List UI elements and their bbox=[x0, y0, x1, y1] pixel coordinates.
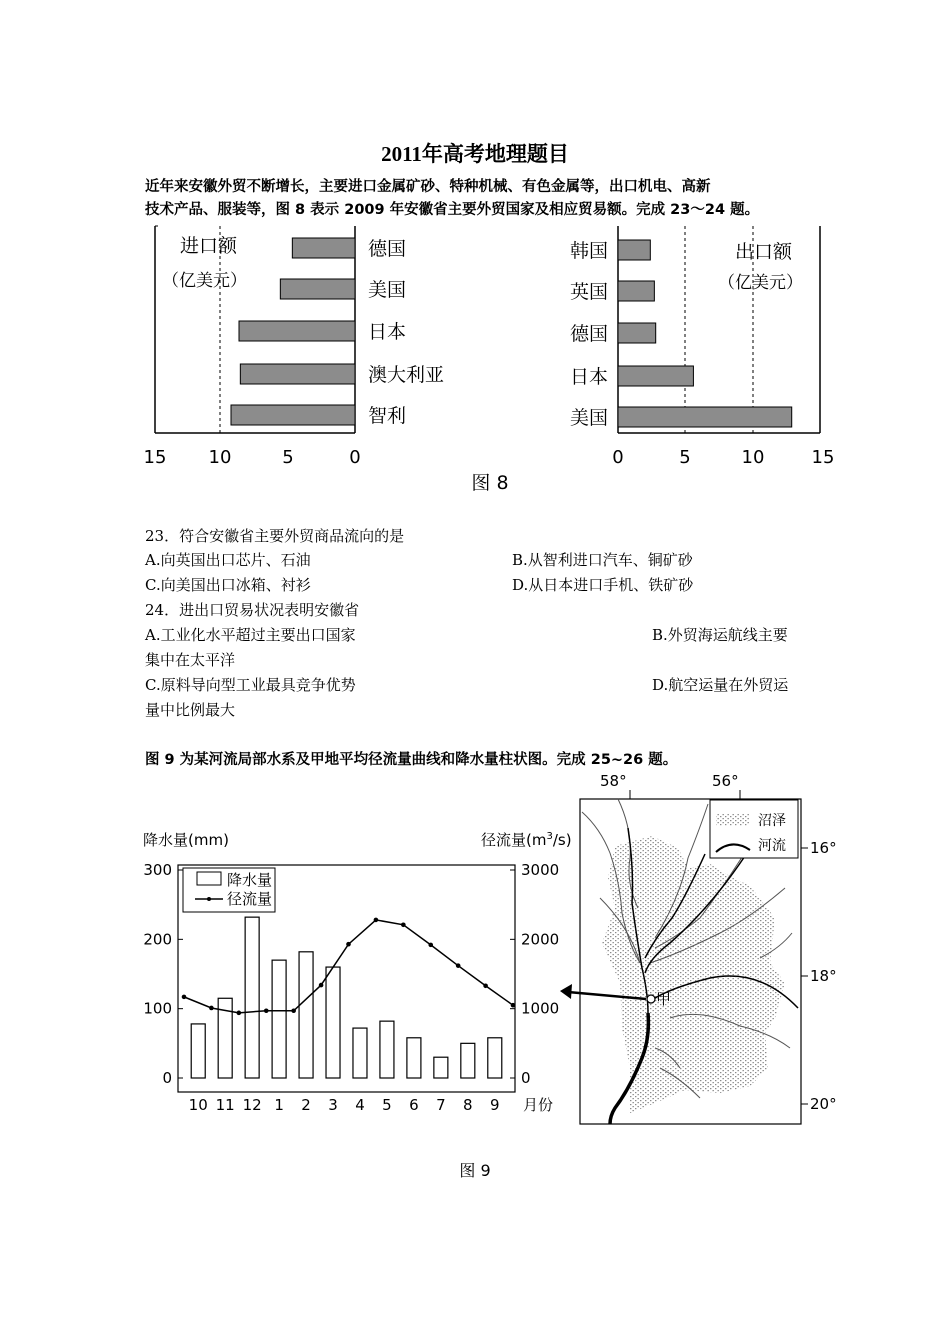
import-chart bbox=[144, 226, 444, 468]
import-category-label: 日本 bbox=[368, 321, 407, 343]
lon-label-56: 56° bbox=[712, 772, 739, 790]
month-label: 5 bbox=[382, 1096, 392, 1114]
left-tick-label: 100 bbox=[143, 999, 172, 1018]
precipitation-bar bbox=[434, 1057, 448, 1078]
precipitation-bar bbox=[245, 917, 259, 1078]
month-label: 11 bbox=[215, 1096, 235, 1114]
runoff-point bbox=[401, 922, 406, 927]
q24-option-a: A.工业化水平超过主要出口国家 bbox=[145, 626, 356, 644]
left-tick-label: 300 bbox=[143, 861, 172, 879]
legend-river-label: 河流 bbox=[758, 838, 786, 854]
export-bar bbox=[618, 240, 650, 260]
import-title: 进口额 bbox=[180, 235, 238, 257]
right-tick-label: 3000 bbox=[521, 861, 560, 879]
q24-option-d-1: D.航空运量在外贸运 bbox=[652, 676, 789, 694]
month-label: 10 bbox=[188, 1096, 208, 1114]
figure-8 bbox=[130, 218, 850, 498]
figure-9-caption: 图 9 bbox=[459, 1161, 491, 1180]
place-label: 甲 bbox=[656, 990, 672, 1008]
runoff-point bbox=[291, 1008, 296, 1013]
month-label: 8 bbox=[463, 1096, 473, 1114]
export-bar bbox=[618, 366, 693, 386]
intro-line-2: 技术产品、服装等，图 8 表示 2009 年安徽省主要外贸国家及相应贸易额。完成 23～24 题。 bbox=[145, 202, 760, 218]
month-label: 12 bbox=[242, 1096, 262, 1114]
export-category-label: 韩国 bbox=[569, 240, 608, 262]
import-tick-label: 10 bbox=[208, 447, 232, 468]
figure-9-map bbox=[560, 768, 850, 1143]
export-unit: （亿美元） bbox=[718, 273, 803, 293]
export-tick-label: 15 bbox=[811, 447, 835, 468]
month-label: 7 bbox=[436, 1096, 446, 1114]
export-bar bbox=[618, 407, 792, 427]
legend-marsh-label: 沼泽 bbox=[758, 813, 786, 829]
lon-label-58: 58° bbox=[600, 772, 627, 790]
runoff-point bbox=[483, 983, 488, 988]
precipitation-bar bbox=[191, 1024, 205, 1078]
import-tick-label: 0 bbox=[349, 447, 361, 468]
import-tick-label: 5 bbox=[282, 447, 294, 468]
q23-option-c: C.向美国出口冰箱、衬衫 bbox=[145, 576, 311, 594]
q24-option-b-1: B.外贸海运航线主要 bbox=[652, 626, 788, 644]
import-bar bbox=[239, 321, 355, 341]
import-category-label: 德国 bbox=[368, 238, 407, 260]
precipitation-bar bbox=[326, 967, 340, 1078]
lat-label-20: 20° bbox=[810, 1095, 837, 1113]
arrow-head-icon bbox=[560, 984, 572, 999]
export-chart bbox=[570, 226, 834, 468]
runoff-point bbox=[511, 1003, 516, 1008]
fig9-intro: 图 9 为某河流局部水系及甲地平均径流量曲线和降水量柱状图。完成 25~26 题。 bbox=[145, 752, 678, 768]
legend-bar-swatch bbox=[197, 872, 221, 885]
export-category-label: 日本 bbox=[569, 366, 608, 388]
left-tick-label: 0 bbox=[162, 1069, 172, 1087]
figure-9-chart bbox=[135, 820, 575, 1120]
runoff-point bbox=[237, 1011, 242, 1016]
precipitation-bar bbox=[407, 1038, 421, 1078]
import-unit: （亿美元） bbox=[162, 271, 247, 291]
lat-label-16: 16° bbox=[810, 839, 837, 857]
month-label: 4 bbox=[355, 1096, 365, 1114]
left-axis-label: 降水量(mm) bbox=[143, 831, 229, 849]
month-label: 9 bbox=[490, 1096, 500, 1114]
runoff-point bbox=[264, 1008, 269, 1013]
intro-line-1: 近年来安徽外贸不断增长，主要进口金属矿砂、特种机械、有色金属等，出口机电、高新 bbox=[145, 179, 711, 195]
q23-option-a: A.向英国出口芯片、石油 bbox=[145, 551, 311, 569]
legend-bar-label: 降水量 bbox=[227, 871, 273, 889]
q24-stem: 24．进出口贸易状况表明安徽省 bbox=[145, 601, 360, 619]
precipitation-bar bbox=[380, 1021, 394, 1078]
export-tick-label: 0 bbox=[612, 447, 624, 468]
precipitation-bar bbox=[353, 1028, 367, 1078]
legend bbox=[183, 868, 275, 912]
import-category-label: 澳大利亚 bbox=[368, 364, 445, 386]
q24-option-d-2: 量中比例最大 bbox=[145, 701, 236, 719]
month-label: 6 bbox=[409, 1096, 419, 1114]
right-tick-label: 2000 bbox=[521, 930, 560, 949]
precipitation-bar bbox=[272, 960, 286, 1078]
month-label: 2 bbox=[301, 1096, 311, 1114]
runoff-point bbox=[346, 942, 351, 947]
export-tick-label: 5 bbox=[679, 447, 691, 468]
lat-label-18: 18° bbox=[810, 967, 837, 985]
export-category-label: 英国 bbox=[569, 281, 608, 303]
import-bar bbox=[280, 279, 355, 299]
right-tick-label: 0 bbox=[521, 1069, 531, 1087]
export-tick-label: 10 bbox=[741, 447, 765, 468]
export-bar bbox=[618, 281, 654, 301]
figure-8-caption: 图 8 bbox=[471, 472, 509, 494]
legend-line-label: 径流量 bbox=[227, 890, 273, 908]
q24-option-b-2: 集中在太平洋 bbox=[145, 651, 236, 669]
place-marker bbox=[647, 995, 655, 1003]
import-tick-label: 15 bbox=[143, 447, 167, 468]
runoff-point bbox=[209, 1006, 214, 1011]
runoff-point bbox=[182, 995, 187, 1000]
page-title: 2011年高考地理题目 bbox=[381, 142, 569, 166]
import-category-label: 美国 bbox=[368, 279, 407, 301]
export-title: 出口额 bbox=[735, 241, 793, 263]
q23-stem: 23．符合安徽省主要外贸商品流向的是 bbox=[145, 527, 405, 545]
runoff-point bbox=[428, 943, 433, 948]
export-category-label: 美国 bbox=[569, 407, 608, 429]
import-bar bbox=[240, 364, 355, 384]
month-label: 3 bbox=[328, 1096, 338, 1114]
runoff-point bbox=[319, 983, 324, 988]
q23-option-d: D.从日本进口手机、铁矿砂 bbox=[512, 576, 694, 594]
left-tick-label: 200 bbox=[143, 930, 172, 949]
month-label: 1 bbox=[274, 1096, 284, 1114]
q23-option-b: B.从智利进口汽车、铜矿砂 bbox=[512, 551, 693, 569]
x-axis-label: 月份 bbox=[523, 1096, 554, 1114]
runoff-point bbox=[374, 918, 379, 923]
right-tick-label: 1000 bbox=[521, 999, 560, 1018]
import-category-label: 智利 bbox=[368, 405, 407, 427]
q24-option-c: C.原料导向型工业最具竞争优势 bbox=[145, 676, 356, 694]
runoff-line bbox=[184, 920, 513, 1013]
precipitation-bar bbox=[488, 1038, 502, 1078]
precipitation-bar bbox=[299, 952, 313, 1078]
import-bar bbox=[231, 405, 355, 425]
runoff-point bbox=[456, 963, 461, 968]
map-legend bbox=[710, 800, 798, 858]
import-bar bbox=[292, 238, 355, 258]
right-axis-label: 径流量$(m^3/s)$ bbox=[481, 831, 572, 849]
export-bar bbox=[618, 323, 656, 343]
export-category-label: 德国 bbox=[569, 323, 608, 345]
precipitation-bar bbox=[461, 1043, 475, 1078]
